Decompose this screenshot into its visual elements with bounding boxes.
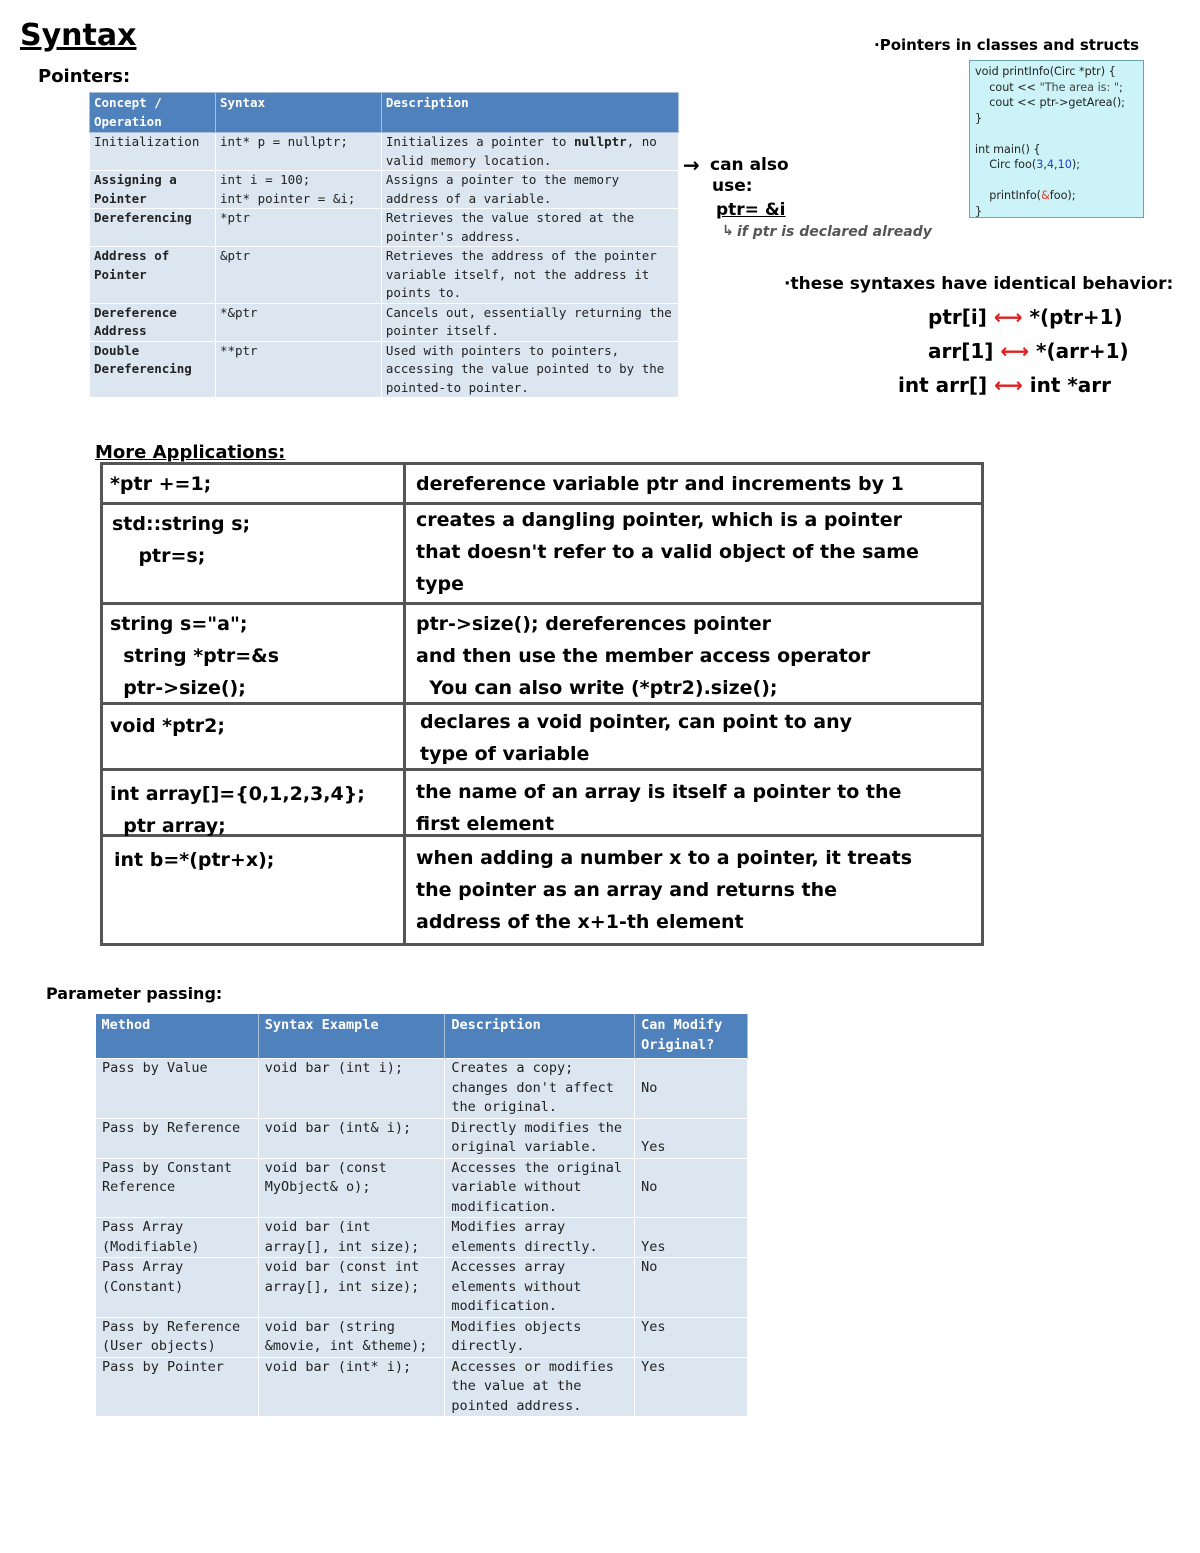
param-table-header	[96, 1014, 748, 1059]
modify-cell: Yes	[635, 1357, 748, 1417]
classes-note: ·Pointers in classes and structs	[874, 36, 1140, 54]
app-description	[416, 842, 912, 938]
modify-cell: Yes	[635, 1118, 748, 1158]
eq-left: int arr[]	[898, 373, 988, 397]
code-line: string *ptr=&s	[110, 645, 280, 667]
table-row	[90, 133, 679, 171]
description-cell: Cancels out, essentially returning the pointer itself.	[381, 303, 678, 341]
method-cell: Pass by Value	[96, 1059, 259, 1119]
equivalence-2	[928, 339, 1129, 363]
applications-table	[100, 462, 984, 946]
pointers-heading: Pointers:	[38, 66, 131, 87]
code-token: ;	[1118, 80, 1123, 94]
method-cell: Pass by Constant Reference	[96, 1158, 259, 1218]
code-line: int array[]={0,1,2,3,4};	[110, 783, 365, 805]
table-row	[90, 209, 679, 247]
concept-cell: Initialization	[90, 133, 216, 171]
more-applications-heading: More Applications:	[95, 442, 286, 463]
code-number: 10	[1057, 158, 1072, 171]
app-code	[110, 710, 225, 742]
desc-line: dereference variable ptr and increments by 1	[416, 473, 904, 495]
code-line: }	[975, 204, 983, 218]
row-divider	[100, 602, 984, 605]
table-row	[90, 341, 679, 398]
return-arrow-icon: ↳	[722, 223, 734, 239]
code-number: 3	[1036, 158, 1044, 171]
side-note-line4: if ptr is declared already	[737, 224, 932, 240]
eq-left: ptr[i]	[928, 305, 987, 329]
modify-cell: No	[635, 1158, 748, 1218]
table-row	[96, 1218, 748, 1258]
side-note-line3: ptr= &i	[716, 200, 786, 220]
syntax-cell: void bar (string &movie, int &theme);	[258, 1317, 445, 1357]
code-line: cout << ptr->getArea();	[975, 96, 1125, 109]
code-line: ptr array;	[110, 815, 226, 837]
description-cell	[381, 133, 678, 171]
parameter-passing-table	[95, 1014, 748, 1417]
code-line: ptr->size();	[110, 677, 246, 699]
header-description: Description	[381, 93, 678, 133]
modify-cell: No	[635, 1059, 748, 1119]
classes-note-text: Pointers in classes and structs	[879, 36, 1140, 54]
parameter-passing-heading: Parameter passing:	[46, 984, 223, 1003]
eq-right: *(ptr+1)	[1029, 305, 1123, 329]
method-cell: Pass by Reference (User objects)	[96, 1317, 259, 1357]
description-text: , no valid memory location.	[385, 134, 657, 168]
syntax-cell: void bar (const int array[], int size);	[258, 1258, 445, 1318]
syntax-cell: void bar (int array[], int size);	[258, 1218, 445, 1258]
header-method: Method	[96, 1014, 259, 1059]
code-line	[975, 80, 1138, 96]
table-row	[90, 171, 679, 209]
code-token: foo);	[1049, 189, 1076, 202]
syntax-cell: int* p = nullptr;	[215, 133, 381, 171]
side-note-line1: can also	[710, 155, 789, 175]
syntax-cell: *&ptr	[215, 303, 381, 341]
desc-line: the pointer as an array and returns the	[416, 879, 838, 901]
code-line: void *ptr2;	[110, 715, 225, 737]
concept-cell: Assigning a Pointer	[90, 171, 216, 209]
desc-line: type	[416, 573, 464, 595]
concept-cell: Double Dereferencing	[90, 341, 216, 398]
modify-cell: Yes	[635, 1218, 748, 1258]
code-token: ,	[1043, 158, 1047, 171]
table-row	[90, 247, 679, 304]
app-description	[416, 504, 919, 600]
header-concept: Concept / Operation	[90, 93, 216, 133]
app-code	[110, 778, 365, 842]
description-cell: Assigns a pointer to the memory address of a variable.	[381, 171, 678, 209]
description-cell: Directly modifies the original variable.	[445, 1118, 635, 1158]
desc-line: that doesn't refer to a valid object of the same	[416, 541, 919, 563]
pointers-table-header	[90, 93, 679, 133]
desc-line: first element	[416, 813, 555, 835]
syntax-cell: void bar (int* i);	[258, 1357, 445, 1417]
page-title: Syntax	[20, 18, 137, 53]
double-arrow-icon: ⟷	[993, 305, 1023, 329]
code-line: std::string s;	[112, 513, 251, 535]
concept-cell: Dereference Address	[90, 303, 216, 341]
syntax-cell: **ptr	[215, 341, 381, 398]
equivalence-3	[898, 373, 1111, 397]
description-cell: Used with pointers to pointers, accessing the value pointed to by the pointed-to pointer.	[381, 341, 678, 398]
code-ampersand: &	[1041, 189, 1050, 202]
desc-line: creates a dangling pointer, which is a pointer	[416, 509, 902, 531]
table-row	[96, 1258, 748, 1318]
concept-cell: Address of Pointer	[90, 247, 216, 304]
app-description	[416, 468, 904, 500]
code-line: string s="a";	[110, 613, 248, 635]
desc-line: the name of an array is itself a pointer to the	[416, 781, 902, 803]
desc-line: when adding a number x to a pointer, it treats	[416, 847, 913, 869]
description-cell: Accesses array elements without modification.	[445, 1258, 635, 1318]
header-description: Description	[445, 1014, 635, 1059]
code-token: cout <<	[975, 80, 1040, 94]
code-line: int b=*(ptr+x);	[114, 849, 275, 871]
code-token: printInfo(	[975, 189, 1042, 202]
code-line	[975, 173, 1138, 189]
table-row	[96, 1118, 748, 1158]
app-description	[416, 608, 870, 704]
modify-cell: Yes	[635, 1317, 748, 1357]
side-note-line2: use:	[712, 176, 753, 196]
method-cell: Pass Array (Modifiable)	[96, 1218, 259, 1258]
table-row	[90, 303, 679, 341]
code-line	[975, 157, 1138, 173]
syntax-cell: void bar (int i);	[258, 1059, 445, 1119]
concept-cell: Dereferencing	[90, 209, 216, 247]
eq-right: *(arr+1)	[1036, 339, 1129, 363]
table-row	[96, 1059, 748, 1119]
equivalence-1	[928, 305, 1123, 329]
double-arrow-icon: ⟷	[994, 373, 1023, 397]
method-cell: Pass by Pointer	[96, 1357, 259, 1417]
syntax-cell: *ptr	[215, 209, 381, 247]
code-line: int main() {	[975, 142, 1041, 156]
syntax-cell: void bar (int& i);	[258, 1118, 445, 1158]
header-syntax-example: Syntax Example	[258, 1014, 445, 1059]
table-row	[96, 1158, 748, 1218]
app-code	[114, 844, 274, 876]
nullptr-keyword: nullptr	[574, 134, 627, 149]
arrow-icon: →	[683, 153, 700, 177]
app-code	[112, 508, 250, 572]
desc-line: type of variable	[420, 743, 590, 765]
description-cell: Accesses the original variable without modification.	[445, 1158, 635, 1218]
description-cell: Retrieves the value stored at the pointer's address.	[381, 209, 678, 247]
app-description	[420, 706, 852, 770]
syntax-cell: &ptr	[215, 247, 381, 304]
eq-left: arr[1]	[928, 339, 994, 363]
code-token: Circ foo(	[975, 158, 1037, 171]
app-description	[416, 776, 901, 840]
app-code	[110, 468, 211, 500]
desc-line: ptr->size(); dereferences pointer	[416, 613, 771, 635]
syntax-cell: void bar (const MyObject& o);	[258, 1158, 445, 1218]
description-cell: Retrieves the address of the pointer variable itself, not the address it points to.	[381, 247, 678, 304]
code-line: }	[975, 111, 983, 125]
desc-line: and then use the member access operator	[416, 645, 871, 667]
description-cell: Modifies array elements directly.	[445, 1218, 635, 1258]
description-text: Initializes a pointer to	[385, 134, 574, 149]
eq-right: int *arr	[1029, 373, 1112, 397]
identical-heading: ·these syntaxes have identical behavior:	[784, 274, 1174, 294]
method-cell: Pass Array (Constant)	[96, 1258, 259, 1318]
code-box	[969, 60, 1144, 218]
method-cell: Pass by Reference	[96, 1118, 259, 1158]
header-syntax: Syntax	[215, 93, 381, 133]
table-row	[96, 1357, 748, 1417]
modify-cell: No	[635, 1258, 748, 1318]
code-line: void printInfo(Circ *ptr) {	[975, 65, 1116, 78]
code-token: );	[1071, 158, 1080, 171]
code-line: ptr=s;	[112, 545, 206, 567]
app-code	[110, 608, 279, 704]
description-cell: Creates a copy; changes don't affect the original.	[445, 1059, 635, 1119]
code-line: *ptr +=1;	[110, 473, 212, 495]
description-cell: Modifies objects directly.	[445, 1317, 635, 1357]
desc-line: declares a void pointer, can point to any	[420, 711, 853, 733]
pointers-table	[89, 92, 679, 398]
description-cell: Accesses or modifies the value at the pointed address.	[445, 1357, 635, 1417]
code-number: 4	[1046, 158, 1055, 171]
double-arrow-icon: ⟷	[1000, 339, 1030, 363]
syntax-cell: int i = 100; int* pointer = &i;	[215, 171, 381, 209]
header-can-modify: Can Modify Original?	[635, 1014, 748, 1059]
table-row	[96, 1317, 748, 1357]
code-line	[975, 188, 1138, 204]
desc-line: address of the x+1-th element	[416, 911, 744, 933]
desc-line: You can also write (*ptr2).size();	[416, 677, 778, 699]
code-line	[975, 126, 1138, 142]
code-string: "The area is: "	[1039, 80, 1119, 94]
code-token: ,	[1054, 158, 1058, 171]
identical-heading-text: these syntaxes have identical behavior:	[790, 274, 1174, 294]
